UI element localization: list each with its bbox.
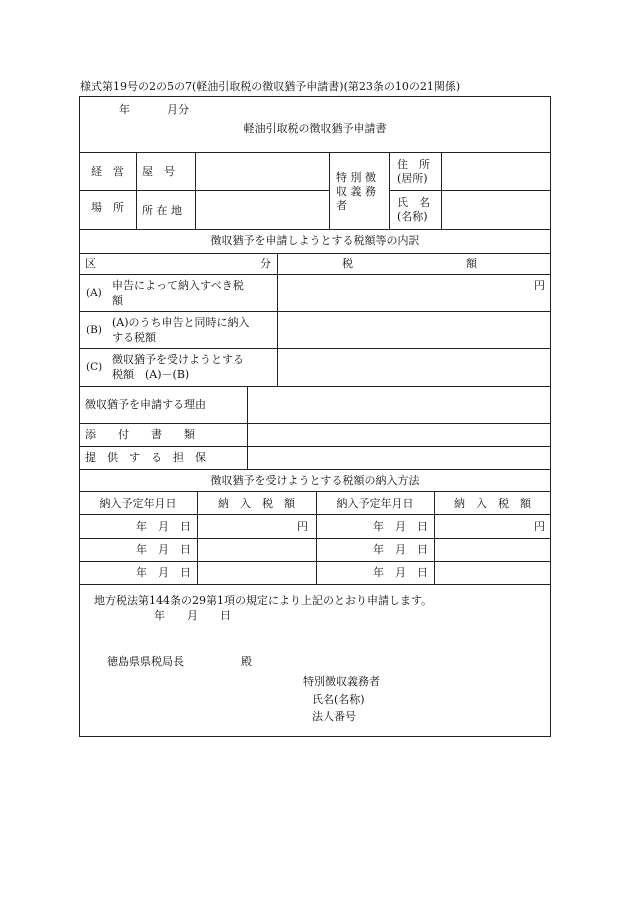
obligor-label-3: 者 — [336, 199, 347, 212]
col-date-header-1: 納入予定年月日 — [99, 497, 177, 510]
attachments-field[interactable] — [248, 424, 550, 445]
row-a-label-1: 申告によって納入すべき税 — [112, 279, 244, 292]
breakdown-title: 徴収猶予を申請しようとする税額等の内訳 — [210, 234, 420, 247]
payment-amount-1[interactable] — [198, 515, 315, 537]
declaration-text: 地方税法第144条の29第1項の規定により上記のとおり申請します。 — [94, 594, 433, 607]
divider — [389, 152, 390, 229]
payment-amount-3[interactable] — [198, 539, 315, 560]
divider — [79, 190, 136, 191]
category-header-left: 区 — [85, 257, 96, 270]
row-b-mark: (B) — [86, 324, 102, 336]
divider — [329, 152, 330, 229]
payment-amount-6[interactable] — [435, 562, 550, 583]
col-amount-header-2: 納 入 税 額 — [454, 497, 531, 510]
divider — [136, 152, 137, 229]
payment-amount-5[interactable] — [198, 562, 315, 583]
honorific: 殿 — [241, 655, 252, 668]
divider — [79, 229, 551, 230]
payment-yen-1: 円 — [297, 520, 308, 533]
form-caption: 様式第19号の2の5の7(軽油引取税の徴収猶予申請書)(第23条の10の21関係) — [80, 80, 461, 93]
row-c-label-1: 徴収猶予を受けようとする — [112, 353, 244, 366]
obligor-name-field[interactable] — [442, 191, 550, 228]
signer-title: 特別徴収義務者 — [303, 675, 380, 688]
row-b-label-2: する税額 — [112, 331, 156, 344]
declaration-date[interactable]: 年 月 日 — [154, 609, 231, 622]
obligor-address-field[interactable] — [442, 153, 550, 189]
business-place-label-1: 経 営 — [91, 165, 124, 178]
row-c-label-2: 税額 (A)－(B) — [112, 368, 190, 381]
page-title: 軽油引取税の徴収猶予申請書 — [243, 122, 387, 135]
divider — [79, 253, 551, 254]
payment-date-6[interactable]: 年 月 日 — [373, 566, 428, 579]
address-label: 所 在 地 — [142, 204, 182, 217]
obligor-address-label-1: 住 所 — [397, 158, 430, 171]
divider — [79, 491, 551, 492]
obligor-label-1: 特 別 徴 — [336, 171, 376, 184]
month-label: 月分 — [167, 103, 189, 116]
row-a-yen: 円 — [534, 279, 545, 292]
amount-header-left: 税 — [342, 257, 353, 270]
payment-method-title: 徴収猶予を受けようとする税額の納入方法 — [210, 474, 420, 487]
col-date-header-2: 納入予定年月日 — [336, 497, 414, 510]
collateral-label: 提 供 す る 担 保 — [85, 451, 206, 464]
amount-header-right: 額 — [466, 257, 477, 270]
reason-field[interactable] — [248, 387, 550, 422]
payment-date-1[interactable]: 年 月 日 — [136, 520, 191, 533]
obligor-name-label-2: (名称) — [397, 210, 428, 223]
payment-amount-4[interactable] — [435, 539, 550, 560]
reason-label: 徴収猶予を申請する理由 — [85, 398, 206, 411]
obligor-name-label-1: 氏 名 — [397, 196, 430, 209]
payment-date-3[interactable]: 年 月 日 — [136, 543, 191, 556]
year-label: 年 — [119, 103, 130, 116]
obligor-label-2: 収 義 務 — [336, 185, 376, 198]
row-c-amount-field[interactable] — [278, 349, 550, 385]
payment-date-2[interactable]: 年 月 日 — [373, 520, 428, 533]
payment-date-4[interactable]: 年 月 日 — [373, 543, 428, 556]
collateral-field[interactable] — [248, 447, 550, 468]
trade-name-field[interactable] — [196, 153, 328, 189]
business-address-field[interactable] — [196, 191, 328, 228]
category-header-right: 分 — [260, 257, 271, 270]
row-a-label-2: 額 — [112, 294, 123, 307]
col-amount-header-1: 納 入 税 額 — [218, 497, 295, 510]
row-c-mark: (C) — [86, 361, 103, 373]
signer-name-label: 氏名(名称) — [312, 693, 365, 706]
obligor-address-label-2: (居所) — [397, 172, 428, 185]
business-place-label-2: 場 所 — [91, 201, 124, 214]
divider — [79, 584, 551, 585]
corporate-number-label: 法人番号 — [312, 710, 356, 723]
payment-amount-2[interactable] — [435, 515, 550, 537]
divider — [79, 469, 551, 470]
row-a-amount-field[interactable] — [278, 275, 528, 310]
payment-yen-2: 円 — [534, 520, 545, 533]
payment-date-5[interactable]: 年 月 日 — [136, 566, 191, 579]
row-b-label-1: (A)のうち申告と同時に納入 — [112, 316, 250, 329]
attachments-label: 添 付 書 類 — [85, 428, 195, 441]
trade-name-label: 屋 号 — [142, 165, 175, 178]
addressee: 徳島県県税局長 — [107, 655, 184, 668]
row-b-amount-field[interactable] — [278, 312, 550, 347]
row-a-mark: (A) — [86, 287, 102, 299]
